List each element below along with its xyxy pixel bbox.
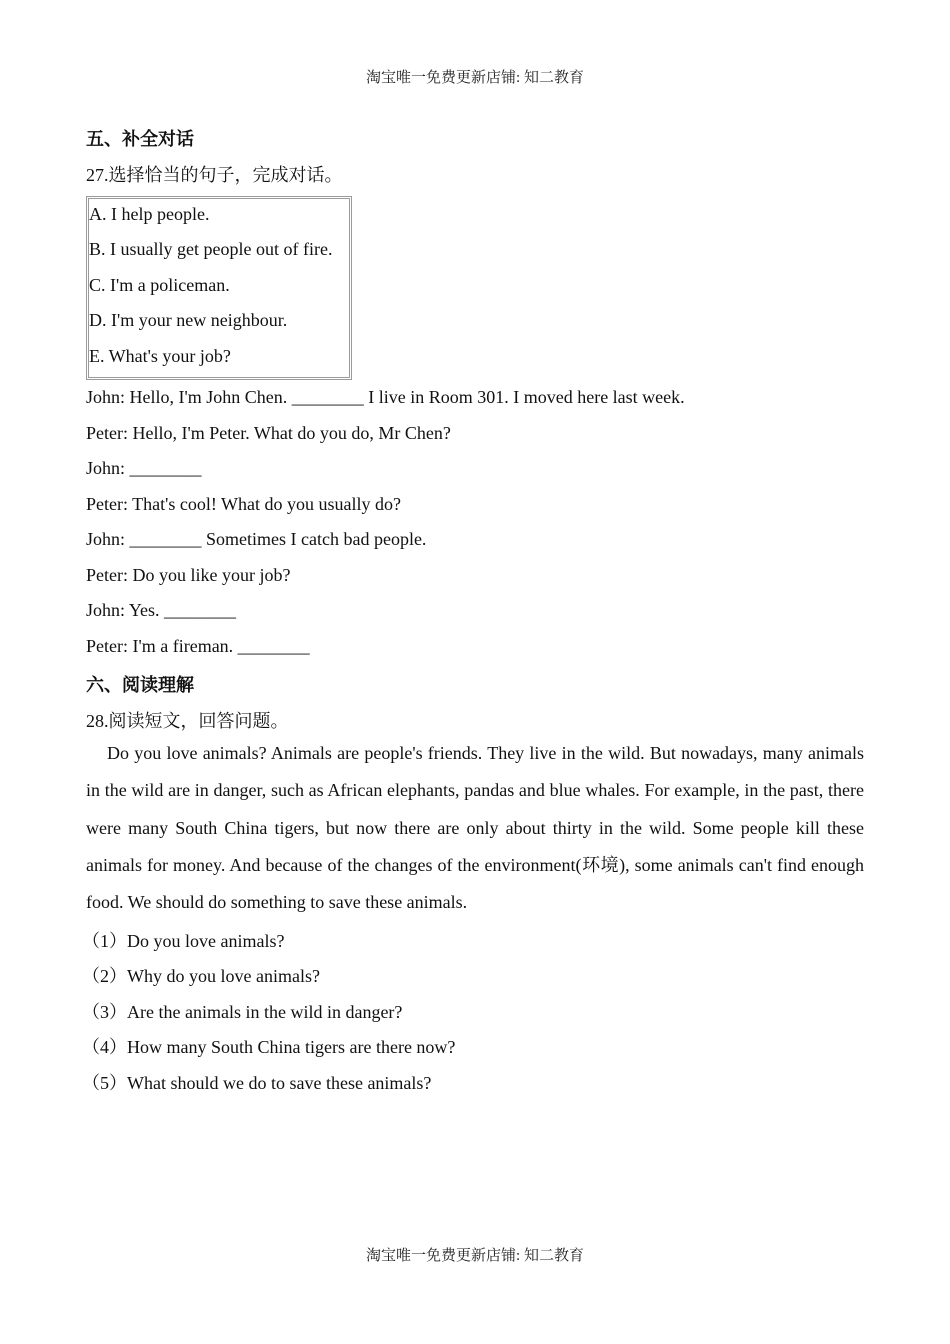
reading-question: （2）Why do you love animals? xyxy=(82,966,320,986)
section-5-title: 五、补全对话 xyxy=(86,129,194,150)
options-box xyxy=(86,196,352,380)
dialogue-line: Peter: Do you like your job? xyxy=(86,565,291,585)
reading-question: （5）What should we do to save these animals? xyxy=(82,1073,432,1093)
question-28-instruction: 28.阅读短文，回答问题。 xyxy=(86,711,289,731)
option-d: D. I'm your new neighbour. xyxy=(89,310,288,330)
question-27-instruction: 27.选择恰当的句子，完成对话。 xyxy=(86,165,343,185)
option-b: B. I usually get people out of fire. xyxy=(89,239,333,259)
dialogue-line: John: Yes. ________ xyxy=(86,600,237,620)
dialogue-line: John: ________ Sometimes I catch bad people. xyxy=(86,529,427,549)
option-e: E. What's your job? xyxy=(89,346,231,366)
section-6-title: 六、阅读理解 xyxy=(86,675,194,696)
reading-question: （1）Do you love animals? xyxy=(82,931,285,951)
reading-question: （3）Are the animals in the wild in danger? xyxy=(82,1002,403,1022)
dialogue-line: Peter: Hello, I'm Peter. What do you do, Mr Chen? xyxy=(86,423,451,443)
reading-question: （4）How many South China tigers are there now? xyxy=(82,1037,456,1057)
page-header: 淘宝唯一免费更新店铺: 知二教育 xyxy=(366,70,584,86)
reading-passage: Do you love animals? Animals are people's friends. They live in the wild. But nowadays, many animals in the wild are in danger, such as African elephants, pandas and blue whales. For example, in the past, there were many South China tigers, but now there are only about thirty in the wild. Some people kill these animals for money. And because of the changes of the environment(环境), some animals can't find enough food. We should do something to save these animals. xyxy=(86,743,864,913)
page-footer: 淘宝唯一免费更新店铺: 知二教育 xyxy=(366,1248,584,1264)
dialogue-line: Peter: That's cool! What do you usually do? xyxy=(86,494,402,514)
option-a: A. I help people. xyxy=(89,204,210,224)
dialogue-line: John: Hello, I'm John Chen. ________ I live in Room 301. I moved here last week. xyxy=(86,387,685,407)
dialogue-line: Peter: I'm a fireman. ________ xyxy=(86,636,310,656)
dialogue-line: John: ________ xyxy=(86,458,202,478)
option-c: C. I'm a policeman. xyxy=(89,275,230,295)
